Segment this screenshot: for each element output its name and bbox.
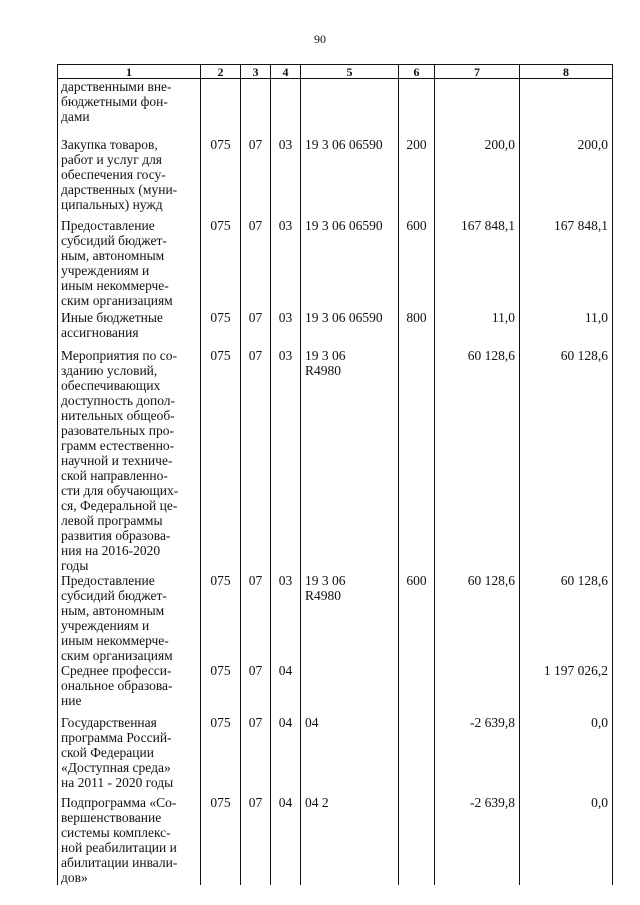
table-row bbox=[58, 218, 613, 310]
cell-subsection: 04 bbox=[271, 715, 301, 795]
cell-target-article bbox=[301, 663, 399, 715]
cell-amount-total: 200,0 bbox=[520, 137, 613, 218]
cell-section bbox=[241, 79, 271, 137]
cell-amount-total: 167 848,1 bbox=[520, 218, 613, 310]
cell-target-article: 04 2 bbox=[301, 795, 399, 885]
column-header: 8 bbox=[520, 65, 613, 79]
cell-amount-total: 11,0 bbox=[520, 310, 613, 348]
table-row bbox=[58, 348, 613, 573]
cell-ministry: 075 bbox=[201, 795, 241, 885]
cell-target-article: 19 3 06 06590 bbox=[301, 310, 399, 348]
cell-amount-change: 167 848,1 bbox=[435, 218, 520, 310]
cell-ministry: 075 bbox=[201, 137, 241, 218]
cell-amount-change: 200,0 bbox=[435, 137, 520, 218]
table-row bbox=[58, 79, 613, 137]
cell-target-article: 19 3 06 06590 bbox=[301, 218, 399, 310]
table-row bbox=[58, 795, 613, 885]
column-header: 4 bbox=[271, 65, 301, 79]
cell-target-article: 19 3 06 R4980 bbox=[301, 348, 399, 573]
column-header: 1 bbox=[58, 65, 201, 79]
cell-ministry: 075 bbox=[201, 310, 241, 348]
cell-expense-type bbox=[399, 715, 435, 795]
cell-subsection bbox=[271, 79, 301, 137]
cell-section: 07 bbox=[241, 715, 271, 795]
table-row bbox=[58, 715, 613, 795]
cell-amount-change: 11,0 bbox=[435, 310, 520, 348]
table-row bbox=[58, 137, 613, 218]
cell-section: 07 bbox=[241, 573, 271, 663]
cell-subsection: 03 bbox=[271, 348, 301, 573]
cell-section: 07 bbox=[241, 218, 271, 310]
cell-subsection: 03 bbox=[271, 573, 301, 663]
column-header: 5 bbox=[301, 65, 399, 79]
cell-target-article: 04 bbox=[301, 715, 399, 795]
row-name: Закупка товаров, работ и услуг для обеспечения госу- дарственных (муни- ципальных) нужд bbox=[58, 137, 201, 218]
row-name: дарственными вне- бюджетными фон- дами bbox=[58, 79, 201, 137]
row-name: Государственная программа Россий- ской Федерации «Доступная среда» на 2011 - 2020 годы bbox=[58, 715, 201, 795]
cell-ministry: 075 bbox=[201, 573, 241, 663]
cell-ministry: 075 bbox=[201, 715, 241, 795]
cell-subsection: 03 bbox=[271, 310, 301, 348]
table-row bbox=[58, 310, 613, 348]
cell-expense-type bbox=[399, 79, 435, 137]
column-header: 7 bbox=[435, 65, 520, 79]
cell-section: 07 bbox=[241, 348, 271, 573]
cell-expense-type: 600 bbox=[399, 218, 435, 310]
table-row bbox=[58, 573, 613, 663]
row-name: Подпрограмма «Со- вершенствование системы комплекс- ной реабилитации и абилитации инвали- дов» bbox=[58, 795, 201, 885]
cell-amount-change: 60 128,6 bbox=[435, 573, 520, 663]
cell-amount-total: 60 128,6 bbox=[520, 348, 613, 573]
column-header: 6 bbox=[399, 65, 435, 79]
cell-subsection: 04 bbox=[271, 663, 301, 715]
cell-expense-type: 800 bbox=[399, 310, 435, 348]
cell-target-article: 19 3 06 06590 bbox=[301, 137, 399, 218]
table-row bbox=[58, 663, 613, 715]
cell-subsection: 04 bbox=[271, 795, 301, 885]
cell-section: 07 bbox=[241, 310, 271, 348]
cell-target-article bbox=[301, 79, 399, 137]
row-name: Мероприятия по со- зданию условий, обеспечивающих доступность допол- нительных общеоб- разовательных про- грамм естественно- научной и техниче- ской направленно- сти для обучающих- ся, Федеральной це- левой программы развития образова- ния на 2016-2020 годы bbox=[58, 348, 201, 573]
row-name: Предоставление субсидий бюджет- ным, автономным учреждениям и иным некоммерче- ским организациям bbox=[58, 573, 201, 663]
row-name: Предоставление субсидий бюджет- ным, автономным учреждениям и иным некоммерче- ским организациям bbox=[58, 218, 201, 310]
cell-amount-change: -2 639,8 bbox=[435, 795, 520, 885]
page-number: 90 bbox=[314, 32, 326, 46]
cell-amount-total: 60 128,6 bbox=[520, 573, 613, 663]
cell-target-article: 19 3 06 R4980 bbox=[301, 573, 399, 663]
table-header-row bbox=[58, 65, 613, 79]
cell-expense-type: 200 bbox=[399, 137, 435, 218]
row-name: Иные бюджетные ассигнования bbox=[58, 310, 201, 348]
cell-section: 07 bbox=[241, 663, 271, 715]
row-name: Среднее професси- ональное образова- ние bbox=[58, 663, 201, 715]
cell-amount-change bbox=[435, 663, 520, 715]
cell-ministry: 075 bbox=[201, 218, 241, 310]
cell-ministry bbox=[201, 79, 241, 137]
cell-expense-type bbox=[399, 663, 435, 715]
cell-amount-change: 60 128,6 bbox=[435, 348, 520, 573]
column-header: 3 bbox=[241, 65, 271, 79]
cell-ministry: 075 bbox=[201, 663, 241, 715]
cell-subsection: 03 bbox=[271, 137, 301, 218]
cell-expense-type: 600 bbox=[399, 573, 435, 663]
cell-subsection: 03 bbox=[271, 218, 301, 310]
cell-expense-type bbox=[399, 348, 435, 573]
cell-amount-change bbox=[435, 79, 520, 137]
column-header: 2 bbox=[201, 65, 241, 79]
cell-amount-total bbox=[520, 79, 613, 137]
cell-section: 07 bbox=[241, 137, 271, 218]
cell-amount-change: -2 639,8 bbox=[435, 715, 520, 795]
budget-table bbox=[57, 64, 613, 885]
cell-amount-total: 1 197 026,2 bbox=[520, 663, 613, 715]
cell-amount-total: 0,0 bbox=[520, 715, 613, 795]
cell-expense-type bbox=[399, 795, 435, 885]
cell-section: 07 bbox=[241, 795, 271, 885]
cell-ministry: 075 bbox=[201, 348, 241, 573]
cell-amount-total: 0,0 bbox=[520, 795, 613, 885]
